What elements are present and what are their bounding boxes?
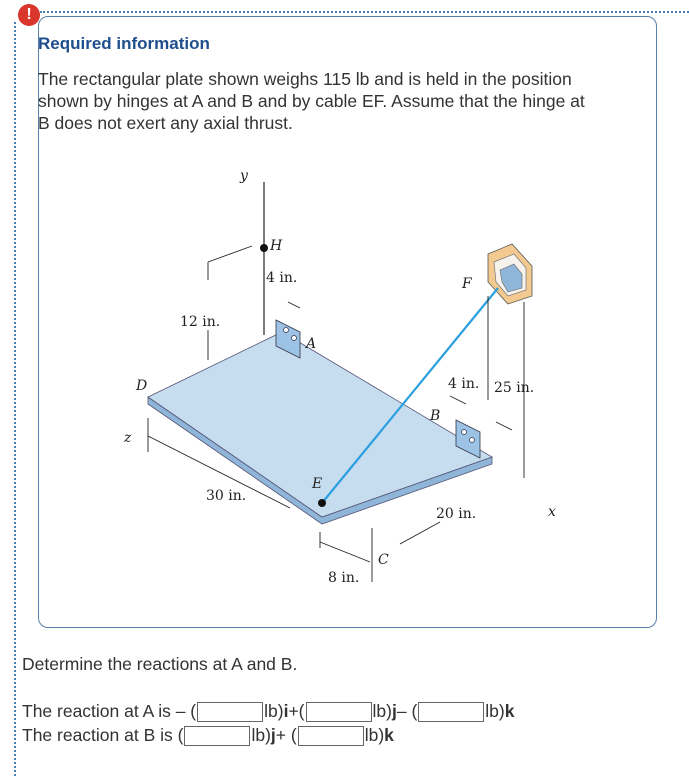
problem-statement: The rectangular plate shown weighs 115 lb and is held in the position shown by hinges at A and B and by cable EF. Assume that the hinge at B does not exert any axial thrust. xyxy=(38,69,585,133)
bracket-f xyxy=(488,244,532,304)
label-y: y xyxy=(240,170,248,184)
reaction-b-prefix: The reaction at B is ( xyxy=(22,725,184,745)
label-z: z xyxy=(124,430,132,446)
label-d: D xyxy=(136,378,148,394)
label-x: x xyxy=(548,504,556,520)
exclamation-icon: ! xyxy=(18,4,40,26)
reaction-a-part1-join: +( xyxy=(288,701,305,721)
reaction-a-part1-unit: i xyxy=(283,701,289,721)
reaction-a-part2-suffix: lb) xyxy=(372,701,392,721)
reaction-b-part1-suffix: lb) xyxy=(251,725,271,745)
reaction-a-line xyxy=(22,701,514,722)
label-20in: 20 in. xyxy=(436,506,477,522)
point-e xyxy=(318,499,326,507)
required-info-title: Required information xyxy=(38,34,210,53)
label-30in: 30 in. xyxy=(206,488,247,504)
label-e: E xyxy=(312,476,323,492)
reaction-b-part2-suffix: lb) xyxy=(364,725,385,745)
point-h xyxy=(260,244,268,252)
reaction-a-part3-unit: k xyxy=(504,701,515,721)
label-12in: 12 in. xyxy=(180,314,221,330)
reaction-a-part3-suffix: lb) xyxy=(485,701,505,721)
reaction-a-part2-unit: j xyxy=(391,701,397,721)
label-b: B xyxy=(430,408,441,424)
label-f: F xyxy=(462,276,472,292)
label-4in-right: 4 in. xyxy=(448,376,480,392)
dotted-top-border xyxy=(40,11,689,13)
label-a: A xyxy=(306,336,317,352)
label-8in: 8 in. xyxy=(328,570,360,586)
reaction-b-part1-join: + ( xyxy=(275,725,297,745)
reaction-b-j-input[interactable] xyxy=(184,726,250,746)
dotted-left-border xyxy=(14,22,16,776)
label-h: H xyxy=(270,238,283,254)
reaction-a-k-input[interactable] xyxy=(418,702,484,722)
reaction-a-prefix: The reaction at A is – ( xyxy=(22,701,197,721)
plate-figure xyxy=(100,170,580,600)
reaction-b-k-input[interactable] xyxy=(298,726,364,746)
reaction-a-j-input[interactable] xyxy=(306,702,372,722)
reaction-b-line xyxy=(22,725,394,746)
label-25in: 25 in. xyxy=(494,380,535,396)
reaction-a-part2-join: – ( xyxy=(396,701,418,721)
label-4in-top: 4 in. xyxy=(266,270,298,286)
reaction-b-part1-unit: j xyxy=(270,725,276,745)
reaction-a-part1-suffix: lb) xyxy=(264,701,284,721)
label-c: C xyxy=(378,552,389,568)
reaction-a-i-input[interactable] xyxy=(197,702,263,722)
question-text: Determine the reactions at A and B. xyxy=(22,654,298,674)
reaction-b-part2-unit: k xyxy=(384,725,394,745)
